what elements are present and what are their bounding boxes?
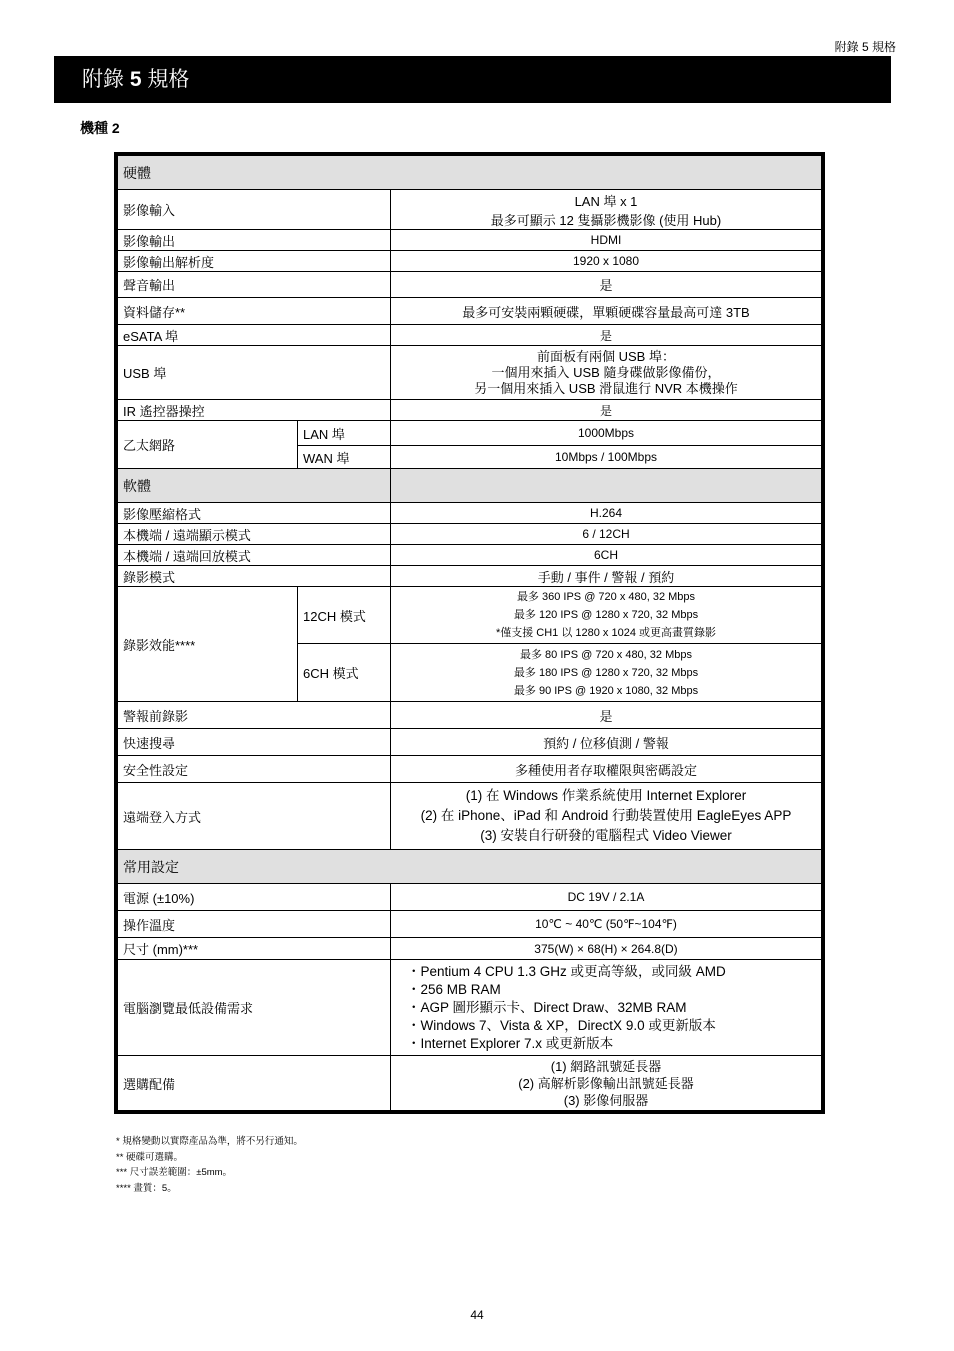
label-quick-search: 快速搜尋 bbox=[118, 729, 391, 756]
table-row bbox=[118, 421, 822, 446]
value-wan-port: 10Mbps / 100Mbps bbox=[391, 446, 822, 469]
table-row bbox=[118, 566, 822, 587]
label-pre-alarm: 警報前錄影 bbox=[118, 702, 391, 729]
label-12ch-mode: 12CH 模式 bbox=[298, 587, 391, 644]
value-line: 一個用來插入 USB 隨身碟做影像備份， bbox=[491, 364, 721, 380]
value-video-input bbox=[391, 190, 822, 230]
section-software-blank bbox=[391, 469, 822, 503]
table-row bbox=[118, 524, 822, 545]
table-row bbox=[118, 911, 822, 938]
label-video-output: 影像輸出 bbox=[118, 230, 391, 251]
table-row bbox=[118, 190, 822, 230]
value-line: 最多 90 IPS @ 1920 x 1080, 32 Mbps bbox=[513, 684, 699, 697]
value-line: 最多 120 IPS @ 1280 x 720, 32 Mbps bbox=[513, 609, 699, 621]
list-item: ・AGP 圖形顯示卡、Direct Draw、32MB RAM bbox=[407, 999, 687, 1015]
list-item: ・256 MB RAM bbox=[407, 981, 501, 997]
section-row-software bbox=[118, 469, 822, 503]
value-usb bbox=[391, 346, 822, 400]
value-line: 最多 80 IPS @ 720 x 480, 32 Mbps bbox=[520, 648, 692, 661]
table-row bbox=[118, 729, 822, 756]
label-audio-output: 聲音輸出 bbox=[118, 272, 391, 298]
label-video-input: 影像輸入 bbox=[118, 190, 391, 230]
section-software: 軟體 bbox=[118, 469, 391, 503]
value-dimensions: 375(W) × 68(H) × 264.8(D) bbox=[391, 938, 822, 960]
value-line: (3) 影像伺服器 bbox=[563, 1092, 649, 1108]
value-video-output: HDMI bbox=[391, 230, 822, 251]
value-playback-mode: 6CH bbox=[391, 545, 822, 566]
label-record-mode: 錄影模式 bbox=[118, 566, 391, 587]
label-options: 選購配備 bbox=[118, 1056, 391, 1111]
value-12ch-mode bbox=[391, 587, 822, 644]
value-storage: 最多可安裝兩顆硬碟，單顆硬碟容量最高可達 3TB bbox=[391, 298, 822, 325]
value-line: (3) 安裝自行研發的電腦程式 Video Viewer bbox=[480, 828, 732, 843]
page-number: 44 bbox=[470, 1308, 484, 1322]
title-prefix: 附錄 bbox=[82, 68, 124, 91]
label-pc-requirements: 電腦瀏覽最低設備需求 bbox=[118, 960, 391, 1056]
table-row bbox=[118, 346, 822, 400]
value-power: DC 19V / 2.1A bbox=[391, 884, 822, 911]
label-ir: IR 遙控器操控 bbox=[118, 400, 391, 421]
table-row bbox=[118, 298, 822, 325]
table-row bbox=[118, 783, 822, 850]
label-usb: USB 埠 bbox=[118, 346, 391, 400]
label-6ch-mode: 6CH 模式 bbox=[298, 644, 391, 702]
label-temperature: 操作溫度 bbox=[118, 911, 391, 938]
value-line: 另一個用來插入 USB 滑鼠進行 NVR 本機操作 bbox=[474, 380, 738, 396]
title-number: 5 bbox=[129, 68, 142, 91]
footnote: *** 尺寸誤差範圍：±5mm。 bbox=[116, 1167, 233, 1178]
value-record-mode: 手動 / 事件 / 警報 / 預約 bbox=[391, 566, 822, 587]
table-row bbox=[118, 400, 822, 421]
value-line: (2) 高解析影像輸出訊號延長器 bbox=[518, 1075, 694, 1091]
value-line: 前面板有兩個 USB 埠： bbox=[537, 348, 675, 364]
table-row bbox=[118, 325, 822, 346]
table-row bbox=[118, 960, 822, 1056]
label-record-performance: 錄影效能**** bbox=[118, 587, 298, 702]
label-wan-port: WAN 埠 bbox=[298, 446, 391, 469]
label-power: 電源 (±10%) bbox=[118, 884, 391, 911]
list-item: ・Internet Explorer 7.x 或更新版本 bbox=[407, 1035, 614, 1051]
value-line: 最多 180 IPS @ 1280 x 720, 32 Mbps bbox=[513, 666, 699, 679]
label-display-mode: 本機端 / 遠端顯示模式 bbox=[118, 524, 391, 545]
table-row bbox=[118, 587, 822, 644]
value-line: LAN 埠 x 1 bbox=[574, 193, 638, 209]
value-esata: 是 bbox=[391, 325, 822, 346]
list-item: ・Windows 7、Vista & XP，DirectX 9.0 或更新版本 bbox=[407, 1017, 716, 1033]
value-quick-search: 預約 / 位移偵測 / 警報 bbox=[391, 729, 822, 756]
footnote: ** 硬碟可選購。 bbox=[116, 1151, 184, 1163]
value-6ch-mode bbox=[391, 644, 822, 702]
value-ir: 是 bbox=[391, 400, 822, 421]
table-row bbox=[118, 251, 822, 272]
table-row bbox=[118, 230, 822, 251]
footnote: **** 畫質：5。 bbox=[116, 1182, 177, 1194]
value-pc-requirements bbox=[391, 960, 822, 1056]
label-lan-port: LAN 埠 bbox=[298, 421, 391, 446]
value-temperature: 10℃ ~ 40℃ (50℉~104℉) bbox=[391, 911, 822, 938]
value-line: 最多可顯示 12 隻攝影機影像 (使用 Hub) bbox=[490, 212, 722, 228]
value-line: *僅支援 CH1 以 1280 x 1024 或更高畫質錄影 bbox=[495, 627, 717, 639]
label-security: 安全性設定 bbox=[118, 756, 391, 783]
table-row bbox=[118, 884, 822, 911]
table-row bbox=[118, 545, 822, 566]
spec-table-frame bbox=[114, 152, 825, 1114]
value-options bbox=[391, 1056, 822, 1111]
value-display-mode: 6 / 12CH bbox=[391, 524, 822, 545]
value-security: 多種使用者存取權限與密碼設定 bbox=[391, 756, 822, 783]
section-row-hardware bbox=[118, 156, 822, 190]
value-line: (1) 在 Windows 作業系統使用 Internet Explorer bbox=[465, 788, 747, 803]
value-line: (2) 在 iPhone、iPad 和 Android 行動裝置使用 EagleEyes APP bbox=[420, 808, 792, 823]
model-heading: 機種 2 bbox=[80, 120, 120, 136]
table-row bbox=[118, 756, 822, 783]
value-remote-login bbox=[391, 783, 822, 850]
label-output-resolution: 影像輸出解析度 bbox=[118, 251, 391, 272]
label-remote-login: 遠端登入方式 bbox=[118, 783, 391, 850]
title-suffix: 規格 bbox=[147, 68, 190, 91]
section-general: 常用設定 bbox=[118, 850, 822, 884]
label-compression: 影像壓縮格式 bbox=[118, 503, 391, 524]
value-line: (1) 網路訊號延長器 bbox=[550, 1058, 662, 1074]
footnote: * 規格變動以實際產品為準，將不另行通知。 bbox=[116, 1136, 303, 1147]
table-row bbox=[118, 938, 822, 960]
table-row bbox=[118, 503, 822, 524]
table-row bbox=[118, 272, 822, 298]
label-playback-mode: 本機端 / 遠端回放模式 bbox=[118, 545, 391, 566]
value-compression: H.264 bbox=[391, 503, 822, 524]
footnotes bbox=[116, 1134, 303, 1196]
value-output-resolution: 1920 x 1080 bbox=[391, 251, 822, 272]
label-storage: 資料儲存** bbox=[118, 298, 391, 325]
value-pre-alarm: 是 bbox=[391, 702, 822, 729]
label-dimensions: 尺寸 (mm)*** bbox=[118, 938, 391, 960]
list-item: ・Pentium 4 CPU 1.3 GHz 或更高等級，或同級 AMD bbox=[407, 963, 726, 979]
value-lan-port: 1000Mbps bbox=[391, 421, 822, 446]
section-hardware: 硬體 bbox=[118, 156, 822, 190]
chapter-title-bar bbox=[54, 56, 891, 103]
spec-table bbox=[117, 155, 822, 1111]
label-ethernet: 乙太網路 bbox=[118, 421, 298, 469]
section-row-general bbox=[118, 850, 822, 884]
running-header: 附錄 5 規格 bbox=[834, 40, 896, 54]
value-line: 最多 360 IPS @ 720 x 480, 32 Mbps bbox=[516, 591, 696, 603]
value-audio-output: 是 bbox=[391, 272, 822, 298]
label-esata: eSATA 埠 bbox=[118, 325, 391, 346]
table-row bbox=[118, 702, 822, 729]
table-row bbox=[118, 1056, 822, 1111]
